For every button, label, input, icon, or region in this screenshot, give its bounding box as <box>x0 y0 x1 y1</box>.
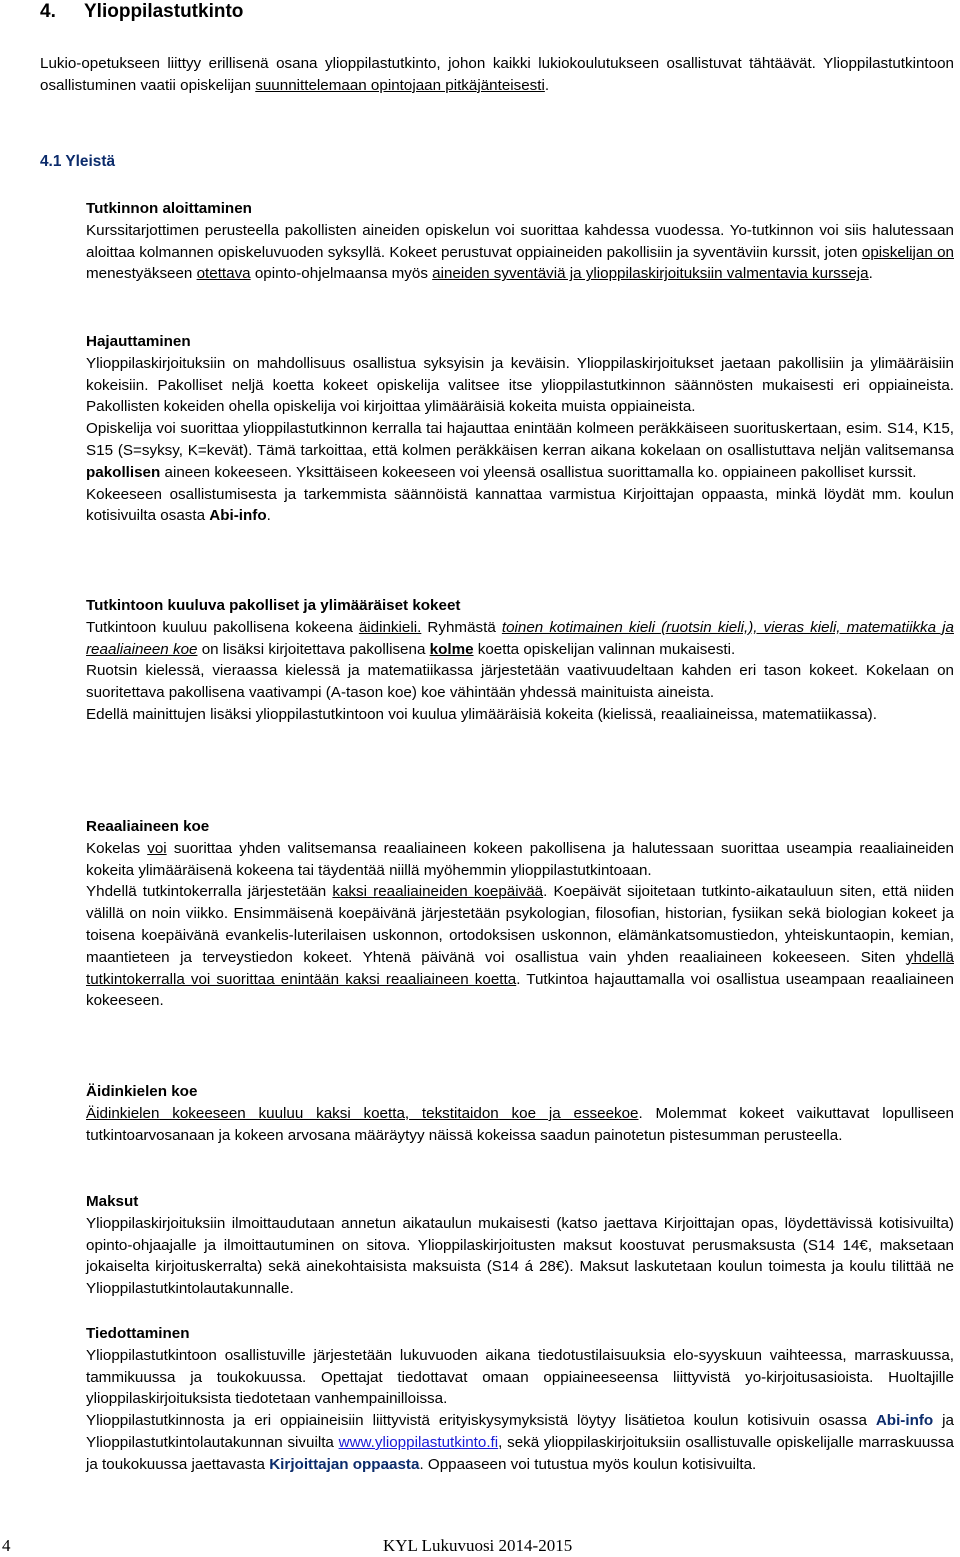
paragraph-tiedottaminen-2: Ylioppilastutkinnosta ja eri oppiaineisiin liittyvistä erityiskysymyksistä löytyy lisätietoa koulun kotisivuin osassa Abi-info ja Ylioppilastutkintolautakunnan sivuilta www.ylioppilastutkinto.fi, sekä ylioppilaskirjoituksiin osallistuvalle opiskelijalle marraskuussa ja toukokuussa jaettavasta Kirjoittajan oppaasta. Oppaaseen voi tutustua myös koulun kotisivuilta. <box>86 1412 954 1473</box>
heading-tiedottaminen: Tiedottaminen <box>86 1325 190 1342</box>
paragraph-pakolliset-3: Edellä mainittujen lisäksi ylioppilastutkintoon voi kuulua ylimääräisiä kokeita (kielissä, reaaliaineissa, matematiikassa). <box>86 705 877 723</box>
paragraph-aidinkieli: Äidinkielen kokeeseen kuuluu kaksi koetta, tekstitaidon koe ja esseekoe. Molemmat kokeet vaikuttavat lopulliseen tutkintoarvosanaan ja kokeen arvosana määräytyy näissä kokeissa saadun painotetun pistesumman perusteella. <box>86 1104 954 1144</box>
paragraph-hajauttaminen-3: Kokeeseen osallistumisesta ja tarkemmista säännöistä kannattaa varmistua Kirjoittajan oppaasta, minkä löydät mm. koulun kotisivuilta osasta Abi-info. <box>86 485 954 525</box>
page-number: 4 <box>2 1536 11 1555</box>
chapter-number: 4. <box>40 1 56 22</box>
heading-pakolliset: Tutkintoon kuuluva pakolliset ja ylimääräiset kokeet <box>86 597 461 614</box>
section-aidinkieli <box>86 1081 954 1146</box>
intro-underlined: suunnittelemaan opintojaan pitkäjänteisesti <box>255 76 545 94</box>
heading-maksut: Maksut <box>86 1193 139 1210</box>
paragraph-hajauttaminen-1: Ylioppilaskirjoituksiin on mahdollisuus osallistua syksyisin ja keväisin. Ylioppilaskirjoitukset jaetaan pakollisiin ja ylimääräisiin kokeisiin. Pakolliset neljä koetta kokeet opiskelija valitsee itse ylioppilastutkinnon säännösten mukaisesti eri oppiaineista. Pakollisten kokeiden ohella opiskelija voi kirjoittaa ylimääräisiä kokeita muista oppiaineista. <box>86 354 954 416</box>
section-pakolliset <box>86 595 954 726</box>
section-reaaliaine <box>86 816 954 1012</box>
footer-title: KYL Lukuvuosi 2014-2015 <box>383 1536 573 1555</box>
paragraph-hajauttaminen-2: Opiskelija voi suorittaa ylioppilastutkinnon kerralla tai hajauttaa enintään kolmeen peräkkäiseen suorituskertaan, esim. S14, K15, S15 (S=syksy, K=kevät). Tämä tarkoittaa, että kolmen peräkkäisen kerran aikana kokelaan on osallistuttava neljän valitsemansa pakollisen aineen kokeeseen. Yksittäiseen kokeeseen voi yleensä osallistua suorittamalla ko. oppiaineen pakolliset kurssit. <box>86 420 954 481</box>
paragraph-pakolliset-1: Tutkintoon kuuluu pakollisena kokeena äidinkieli. Ryhmästä toinen kotimainen kieli (ruotsin kieli,), vieras kieli, matematiikka ja reaaliaineen koe on lisäksi kirjoitettava pakollisena kolme koetta opiskelijan valinnan mukaisesti. <box>86 618 954 658</box>
heading-hajauttaminen: Hajauttaminen <box>86 333 191 350</box>
heading-aloittaminen: Tutkinnon aloittaminen <box>86 200 252 217</box>
section-maksut <box>86 1191 954 1300</box>
paragraph-pakolliset-2: Ruotsin kielessä, vieraassa kielessä ja matematiikassa järjestetään vaativuudeltaan kahden eri tason kokeet. Kokelaan on suoritettava pakollisena vaativampi (A-tason koe) koe vähintään yhdessä mainituista aineista. <box>86 662 954 702</box>
paragraph-reaaliaine-1: Kokelas voi suorittaa yhden valitsemansa reaaliaineen kokeen pakollisena ja halutessaan suorittaa useampia reaaliaineiden kokeita ylimääräisenä kokeena tai täydentää niillä myöhemmin ylioppilastutkintoaan. <box>86 839 954 879</box>
paragraph-reaaliaine-2: Yhdellä tutkintokerralla järjestetään kaksi reaaliaineiden koepäivää. Koepäivät sijoitetaan tutkinto-aikatauluun siten, että niiden välillä on noin viikko. Ensimmäisenä koepäivänä järjestetään psykologian, filosofian, historian, fysiikan sekä biologian kokeet ja toisena koepäivänä evankelis-luterilaisen uskonnon, ortodoksisen uskonnon, elämänkatsomustiedon, yhteiskuntaopin, kemian, maantieteen ja terveystiedon kokeet. Yhtenä päivänä voi osallistua vain yhden reaaliaineen kokeeseen. Siten yhdellä tutkintokerralla voi suorittaa enintään kaksi reaaliaineen koetta. Tutkintoa hajauttamalla voi osallistua useampaan reaaliaineen kokeeseen. <box>86 883 955 1010</box>
paragraph-tiedottaminen-1: Ylioppilastutkintoon osallistuville järjestetään lukuvuoden aikana tiedotustilaisuuksia elo-syyskuun vaihteessa, marraskuussa, tammikuussa ja toukokuussa. Opettajat tiedottavat omaan oppiaineeseensa liittyvistä yo-kirjoitusasioista. Huoltajille ylioppilaskirjoituksista tiedotetaan vanhempainilloissa. <box>86 1346 954 1408</box>
heading-aidinkieli: Äidinkielen koe <box>86 1083 198 1100</box>
section-title: 4.1 Yleistä <box>40 153 116 170</box>
heading-reaaliaine: Reaaliaineen koe <box>86 818 210 835</box>
abi-info-reference: Abi-info <box>875 1412 934 1430</box>
section-tiedottaminen <box>86 1323 954 1476</box>
chapter-title <box>40 0 243 24</box>
paragraph-maksut: Ylioppilaskirjoituksiin ilmoittaudutaan annetun aikataulun mukaisesti (katso jaettava Kirjoittajan opas, löydettävissä kotisivuilta) opinto-ohjaajalle ja ilmoittautuminen on sitova. Ylioppilaskirjoitusten maksut koostuvat perusmaksusta (S14 14€, maksetaan jokaiselta kirjoituskerralta) sekä ainekohtaisista maksuista (S14 á 28€). Maksut laskutetaan koulun toimesta ja koulu tilittää ne Ylioppilastutkintolautakunnalle. <box>86 1214 954 1298</box>
section-aloittaminen <box>86 198 954 285</box>
section-hajauttaminen <box>86 331 954 527</box>
kirjoittajan-opas-reference: Kirjoittajan oppaasta <box>269 1455 420 1473</box>
ylioppilastutkinto-link[interactable]: www.ylioppilastutkinto.fi <box>338 1433 499 1451</box>
chapter-name: Ylioppilastutkinto <box>84 1 244 22</box>
paragraph-aloittaminen: Kurssitarjottimen perusteella pakollisten aineiden opiskelun voi suorittaa kahdessa vuodessa. Yo-tutkinnon voi siis halutessaan aloittaa kolmannen opiskeluvuoden syksyllä. Kokeet perustuvat oppiaineiden pakollisiin ja syventäviin kurssit, joten opiskelijan on menestyäkseen otettava opinto-ohjelmaansa myös aineiden syventäviä ja ylioppilaskirjoituksiin valmentavia kursseja. <box>86 221 954 283</box>
intro-paragraph: Lukio-opetukseen liittyy erillisenä osana ylioppilastutkinto, johon kaikki lukiokoulutukseen osallistuvat tähtäävät. Ylioppilastutkintoon osallistuminen vaatii opiskelijan suunnittelemaan opintojaan pitkäjänteisesti. <box>40 55 954 94</box>
